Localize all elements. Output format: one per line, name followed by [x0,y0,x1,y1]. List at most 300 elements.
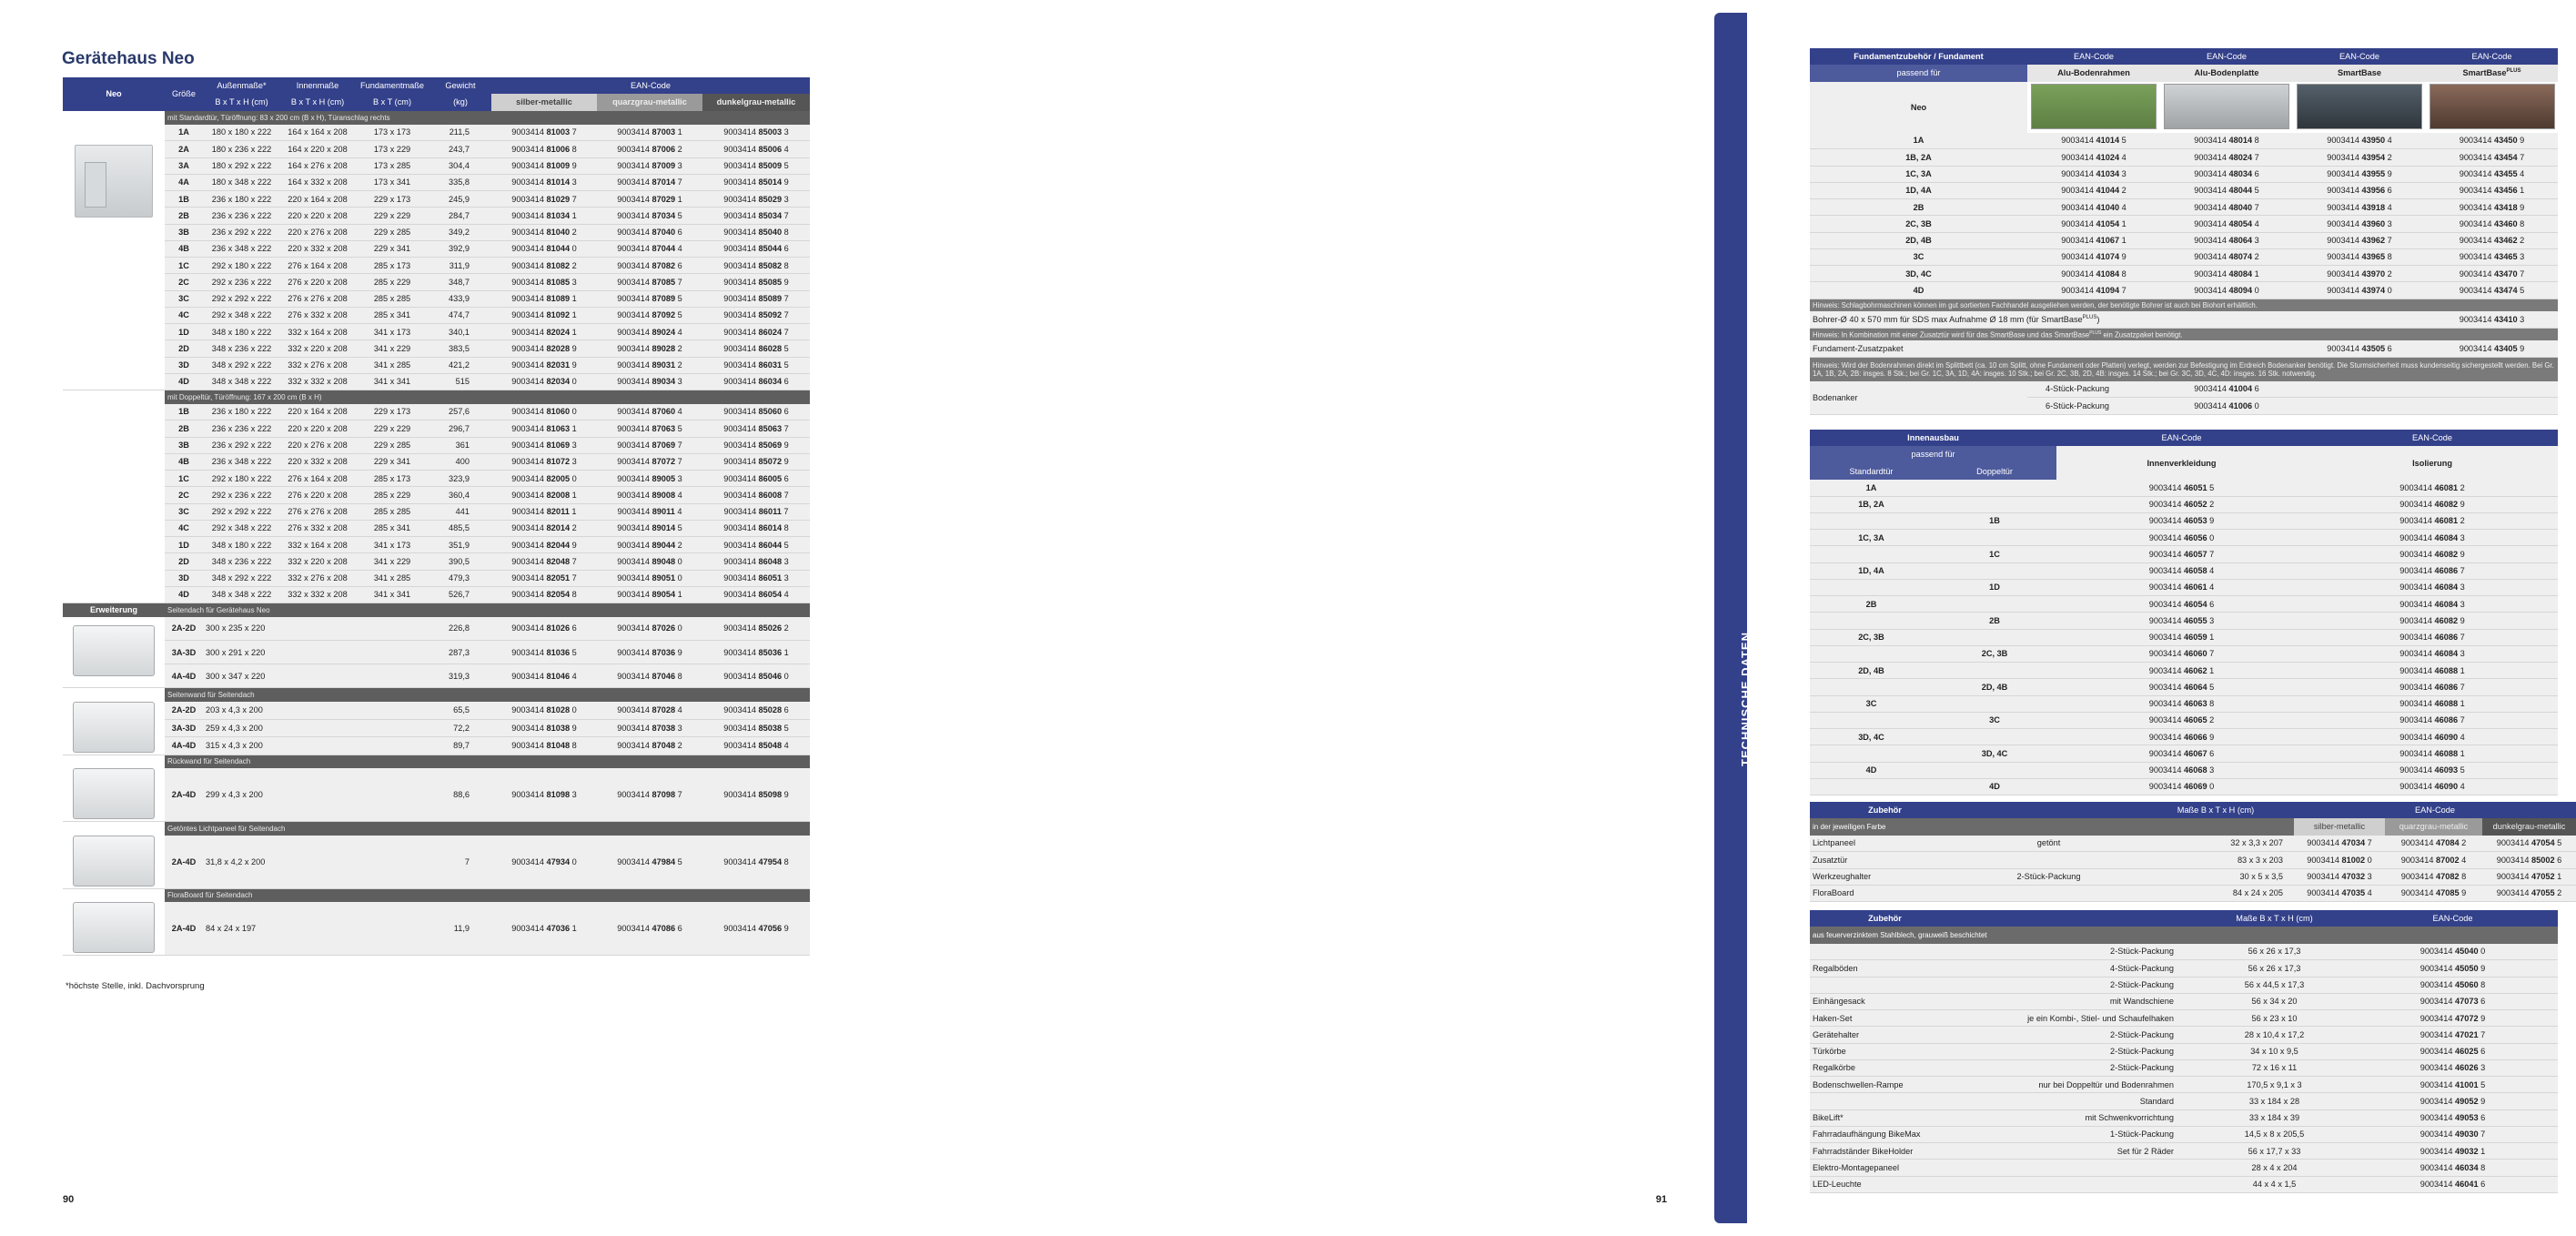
weight-cell: 323,9 [429,471,491,487]
ean-check: 3 [2520,314,2525,324]
ean-code [2056,579,2307,595]
ean-article: 41034 [2096,169,2120,179]
ean-article: 85009 [758,161,783,171]
ean-prefix: 9003414 [2148,516,2185,526]
ean-code [2307,596,2558,613]
ean-article: 47035 [2341,888,2366,898]
ean-code [2056,596,2307,613]
ean-check: 3 [2480,1063,2486,1073]
item-dims: 33 x 184 x 28 [2201,1093,2348,1109]
ean-article: 81060 [546,407,571,417]
ean-check: 3 [677,473,682,483]
weight-cell: 441 [429,503,491,520]
ean-code [2160,182,2293,198]
ean-check: 9 [2461,888,2467,898]
ean-prefix: 9003414 [2061,186,2096,196]
note-part: ein Zusatzpaket benötigt. [2101,330,2183,339]
ean-article: 87085 [652,277,676,287]
table-row [63,324,810,340]
ean-article: 41054 [2096,218,2120,228]
ean-code [2027,149,2160,166]
foundation-dim-cell: 285 x 173 [355,471,429,487]
ean-check: 3 [677,377,682,387]
table-row [1810,695,2558,712]
ean-prefix: 9003414 [511,473,547,483]
ean-code [702,191,810,208]
ean-header: EAN-Code [2056,430,2307,446]
size-cell: 2B [1810,199,2027,216]
ean-check: 2 [2557,888,2562,898]
ean-prefix: 9003414 [723,228,759,238]
item-name: Zusatztür [1810,852,1960,868]
ean-article: 85038 [758,723,783,733]
ean-check: 4 [677,705,682,714]
ean-prefix: 9003414 [2419,1113,2456,1123]
ean-header: EAN-Code [491,77,810,94]
item-variant: 2-Stück-Packung [1960,1059,2201,1076]
ean-code [2385,868,2482,885]
dbl-size-cell [1933,480,2056,496]
ean-check: 8 [2254,136,2259,146]
ean-check: 3 [2460,583,2465,593]
foundation-header: Fundamentzubehör / Fundament [1810,48,2027,65]
ean-article: 43410 [2494,314,2518,324]
ean-prefix: 9003414 [2399,549,2435,559]
item-variant: 2-Stück-Packung [1960,868,2137,885]
ean-code [491,768,597,822]
inner-dim-cell: 276 x 164 x 208 [280,471,355,487]
ean-article: 46068 [2184,765,2207,775]
weight-cell: 72,2 [429,719,491,737]
ean-prefix: 9003414 [617,194,652,204]
table-row [1810,1010,2558,1027]
dbl-size-cell: 2B [1933,613,2056,629]
ean-prefix: 9003414 [723,573,759,583]
insulation-header: Isolierung [2307,446,2558,480]
ean-code [702,373,810,390]
empty-cell [2293,381,2426,398]
ean-code [597,768,702,822]
neo-label: Neo [1810,82,2027,133]
ean-prefix: 9003414 [723,294,759,304]
ean-check: 3 [571,277,577,287]
ean-code [2426,133,2558,149]
weight-cell: 421,2 [429,357,491,373]
ean-article: 41067 [2096,236,2120,246]
accessory-steel-table [1810,910,2558,1193]
ean-code [2160,248,2293,265]
ean-article: 46055 [2184,615,2207,625]
ean-code [491,503,597,520]
table-row [1810,1077,2558,1093]
ean-code [597,586,702,603]
ean-check: 3 [571,790,577,799]
ean-check: 3 [2520,252,2525,262]
ean-article: 86005 [758,473,783,483]
ean-article: 47036 [546,924,571,933]
ean-prefix: 9003414 [511,260,547,270]
ean-code [2348,1176,2558,1192]
ean-check: 6 [2387,186,2392,196]
weight-cell: 349,2 [429,224,491,240]
ean-code [2307,613,2558,629]
weight-cell: 433,9 [429,290,491,307]
ean-code [2160,282,2293,299]
ean-code [702,471,810,487]
ean-article: 86024 [758,327,783,337]
ean-article: 87098 [652,790,676,799]
size-cell: 3C [165,290,203,307]
dim-cell: 259 x 4,3 x 200 [203,719,280,737]
section-label-cell [63,755,165,768]
ean-article: 46082 [2434,549,2459,559]
ean-code [2160,232,2293,248]
empty-cell [2160,340,2293,357]
ean-prefix: 9003414 [2399,732,2435,742]
ean-article: 81029 [546,194,571,204]
ean-check: 8 [2480,980,2486,990]
ean-article: 81040 [546,228,571,238]
ean-prefix: 9003414 [2399,615,2435,625]
ean-check: 9 [571,723,577,733]
empty-cell [280,836,355,889]
section-row [63,111,810,125]
size-cell: 2D [165,553,203,570]
ean-prefix: 9003414 [2327,186,2362,196]
ean-code [2426,266,2558,282]
ean-article: 46057 [2184,549,2207,559]
weight-cell: 257,6 [429,404,491,420]
ean-prefix: 9003414 [2194,236,2229,246]
ean-article: 82048 [546,556,571,566]
ean-code [702,503,810,520]
ean-check: 2 [2387,152,2392,162]
section-title: Rückwand für Seitendach [165,755,810,768]
ean-check: 3 [2254,236,2259,246]
outer-header: Außenmaße* [203,77,280,94]
thumb-row [1810,82,2558,133]
ean-article: 81026 [546,623,571,633]
ean-article: 87006 [652,144,676,154]
ean-prefix: 9003414 [2148,732,2185,742]
drill-text: Bohrer-Ø 40 x 570 mm für SDS max Aufnahme Ø 18 mm (für SmartBase [1813,314,2083,324]
item-variant: mit Wandschiene [1960,993,2201,1009]
ean-prefix: 9003414 [511,194,547,204]
empty-cell [2426,381,2558,398]
section-title: Getöntes Lichtpaneel für Seitendach [165,822,810,836]
ean-prefix: 9003414 [2148,566,2185,576]
ean-article: 81028 [546,705,571,714]
ean-prefix: 9003414 [2148,699,2185,709]
ean-prefix: 9003414 [723,490,759,500]
table-row [63,586,810,603]
ean-article: 87003 [652,127,676,137]
ean-prefix: 9003414 [2399,682,2435,692]
ean-prefix: 9003414 [617,161,652,171]
ean-code [491,487,597,503]
outer-dim-cell: 236 x 180 x 222 [203,191,280,208]
inner-dim-cell: 276 x 332 x 208 [280,520,355,536]
ean-article: 43418 [2494,202,2518,212]
table-row [1810,480,2558,496]
product-thumb-cell [2426,82,2558,133]
ean-code [2307,712,2558,728]
ean-prefix: 9003414 [511,343,547,353]
size-cell: 2A [165,141,203,157]
ean-code [491,617,597,641]
size-cell: 3B [165,224,203,240]
ean-check: 3 [2209,615,2215,625]
ean-prefix: 9003414 [2399,532,2435,542]
ean-prefix: 9003414 [2148,782,2185,792]
ean-code [597,208,702,224]
ean-prefix: 9003414 [2459,314,2495,324]
ean-check: 7 [783,294,789,304]
size-cell: 3B [165,437,203,453]
ean-check: 5 [783,343,789,353]
ean-prefix: 9003414 [723,127,759,137]
dbl-size-cell: 1D [1933,579,2056,595]
empty-cell [280,902,355,956]
foundation-dim-cell: 229 x 229 [355,420,429,437]
ean-prefix: 9003414 [2459,252,2495,262]
ean-check: 9 [571,343,577,353]
size-cell: 4D [165,373,203,390]
ean-header: EAN-Code [2307,430,2558,446]
table-row [63,537,810,553]
table-row [1810,836,2576,852]
section-row [63,688,810,702]
empty-cell [2426,398,2558,414]
ean-article: 47086 [652,924,676,933]
ean-check: 8 [571,741,577,751]
ean-code [702,641,810,664]
weight-cell: 311,9 [429,258,491,274]
std-size-cell: 1A [1810,480,1933,496]
ean-article: 86014 [758,523,783,533]
ean-check: 8 [2121,268,2126,279]
ean-prefix: 9003414 [2327,152,2362,162]
ean-code [491,373,597,390]
ean-check: 7 [2209,649,2215,659]
std-size-cell: 2B [1810,596,1933,613]
ean-code [491,157,597,174]
ean-article: 48040 [2228,202,2253,212]
item-name: LED-Leuchte [1810,1176,1960,1192]
interior-table [1810,430,2558,795]
ean-article: 81082 [546,260,571,270]
item-dims: 28 x 4 x 204 [2201,1160,2348,1176]
inner-dim-cell: 332 x 220 x 208 [280,553,355,570]
ean-article: 46082 [2434,500,2459,510]
ean-prefix: 9003414 [2061,268,2096,279]
item-name [1810,1093,1960,1109]
ean-prefix: 9003414 [2399,715,2435,725]
ean-article: 43470 [2494,268,2518,279]
ean-prefix: 9003414 [511,228,547,238]
ean-code [491,420,597,437]
foundation-dim-cell: 341 x 173 [355,324,429,340]
ean-article: 43465 [2494,252,2518,262]
table-row [63,453,810,470]
ean-check: 1 [2209,665,2215,675]
product-name: Alu-Bodenplatte [2194,68,2259,78]
ean-check: 4 [2121,202,2126,212]
ean-check: 3 [783,556,789,566]
ean-prefix: 9003414 [2061,152,2096,162]
ean-article: 81098 [546,790,571,799]
ean-code [597,503,702,520]
ean-code [2160,216,2293,232]
weight-cell: 485,5 [429,520,491,536]
table-row [63,737,810,755]
size-cell: 3A [165,157,203,174]
ean-article: 86044 [758,540,783,550]
inner-dim-cell: 332 x 276 x 208 [280,570,355,586]
table-row [1810,993,2558,1009]
item-name: Türkörbe [1810,1043,1960,1059]
size-cell: 2C [165,487,203,503]
size-cell: 1B, 2A [1810,149,2027,166]
ean-article: 82008 [546,490,571,500]
ean-check: 7 [2520,268,2525,279]
table-row [63,487,810,503]
ean-article: 85026 [758,623,783,633]
ean-article: 46052 [2184,500,2207,510]
ean-prefix: 9003414 [2061,252,2096,262]
ean-check: 3 [2367,872,2372,882]
outer-dim-cell: 180 x 236 x 222 [203,141,280,157]
ean-prefix: 9003414 [617,327,652,337]
ean-prefix: 9003414 [511,705,547,714]
ean-check: 9 [783,924,789,933]
ean-code [491,404,597,420]
interior-header: Innenausbau [1810,430,2056,446]
ean-check: 7 [2209,549,2215,559]
ean-code [2056,762,2307,778]
ean-check: 9 [2520,136,2525,146]
ean-prefix: 9003414 [723,377,759,387]
item-dims: 72 x 16 x 11 [2201,1059,2348,1076]
table-row [1810,1027,2558,1043]
dbl-size-cell [1933,695,2056,712]
ean-prefix: 9003414 [2399,633,2435,643]
ean-check: 1 [571,490,577,500]
dbl-size-cell [1933,762,2056,778]
section-label-cell: Erweiterung [63,603,165,617]
ean-prefix: 9003414 [511,790,547,799]
outer-dim-cell: 292 x 180 x 222 [203,471,280,487]
ean-article: 43455 [2494,169,2518,179]
ean-prefix: 9003414 [2399,649,2435,659]
ean-article: 47056 [758,924,783,933]
table-row [63,404,810,420]
ean-code [2482,852,2576,868]
subheader-row [1810,818,2576,835]
table-row [1810,712,2558,728]
ean-prefix: 9003414 [2194,202,2229,212]
weight-cell: 392,9 [429,240,491,257]
table-row [1810,868,2576,885]
ean-article: 89028 [652,343,676,353]
item-variant: 2-Stück-Packung [1960,1027,2201,1043]
ean-code [597,570,702,586]
ean-check: 0 [783,671,789,681]
ean-prefix: 9003414 [723,343,759,353]
size-cell: 1D [165,324,203,340]
table-row [1810,232,2558,248]
weight-cell: 400 [429,453,491,470]
accessory-color-table [1810,802,2576,902]
foundation-dim-cell: 285 x 229 [355,487,429,503]
table-row [63,191,810,208]
ean-prefix: 9003414 [2459,136,2495,146]
page-number: 91 [1655,1194,1667,1205]
ean-article: 43456 [2494,186,2518,196]
ean-check: 1 [571,310,577,320]
ean-check: 6 [2254,384,2259,394]
dbl-size-cell [1933,629,2056,645]
empty-cell [2027,340,2160,357]
table-row [1810,1059,2558,1076]
ean-check: 6 [2480,1113,2486,1123]
ean-check: 1 [571,327,577,337]
std-size-cell: 1D, 4A [1810,562,1933,579]
dbl-size-cell: 4D [1933,778,2056,795]
section-label-cell [63,822,165,836]
zusatz-label: Fundament-Zusatzpaket [1810,340,2027,357]
ean-prefix: 9003414 [617,343,652,353]
ean-code [2027,282,2160,299]
ean-code [2307,579,2558,595]
ean-article: 89031 [652,360,676,370]
ean-check: 1 [571,924,577,933]
ean-check: 2 [2460,482,2465,492]
ean-check: 5 [677,294,682,304]
table-row [1810,960,2558,977]
ean-header: EAN-Code [2160,48,2293,65]
table-row [1810,266,2558,282]
shed-image-cell [63,125,165,390]
ean-check: 4 [677,407,682,417]
ean-code [597,737,702,755]
ean-article: 46082 [2434,615,2459,625]
ean-check: 3 [783,573,789,583]
inner-dim-cell: 164 x 164 x 208 [280,125,355,141]
ean-article: 41044 [2096,186,2120,196]
ean-code [2385,836,2482,852]
ean-code [702,141,810,157]
ean-prefix: 9003414 [617,490,652,500]
product-thumb-cell [2027,82,2160,133]
ean-prefix: 9003414 [2399,748,2435,758]
ean-code [702,768,810,822]
plus-mark: PLUS [2506,68,2521,75]
outer-dim-cell: 180 x 180 x 222 [203,125,280,141]
color-darkgrey-header: dunkelgrau-metallic [702,94,810,110]
ean-prefix: 9003414 [617,523,652,533]
ean-article: 48064 [2228,236,2253,246]
ean-article: 43460 [2494,218,2518,228]
foundation-dim-cell: 285 x 285 [355,290,429,307]
ean-check: 7 [677,277,682,287]
ean-code [597,274,702,290]
inner-dim-cell: 164 x 276 x 208 [280,157,355,174]
inner-dim-cell: 332 x 276 x 208 [280,357,355,373]
table-row [63,520,810,536]
foundation-dim-cell: 341 x 341 [355,373,429,390]
dbl-size-cell [1933,530,2056,546]
